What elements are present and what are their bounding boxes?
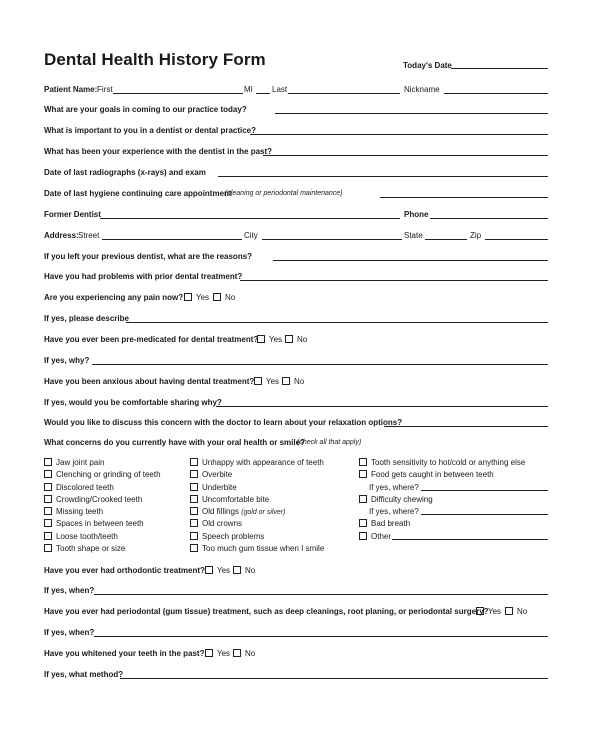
checkbox-icon	[44, 495, 52, 503]
state-field[interactable]	[425, 239, 467, 240]
checkbox-icon	[190, 519, 198, 527]
concern-option[interactable]	[359, 470, 494, 479]
todays-date-label: Today's Date	[403, 61, 452, 70]
comfortable-question: If yes, would you be comfortable sharing why?	[44, 398, 222, 407]
concern-option[interactable]	[190, 532, 264, 541]
concern-label: Other	[371, 532, 392, 541]
concern-label: Bad breath	[371, 519, 411, 528]
concerns-note: (check all that apply)	[297, 439, 362, 446]
yes-label: Yes	[196, 293, 210, 302]
checkbox-icon	[233, 649, 241, 657]
phone-label: Phone	[404, 210, 429, 219]
important-field[interactable]	[250, 134, 548, 135]
yes-label: Yes	[266, 377, 280, 386]
yes-label: Yes	[217, 566, 231, 575]
nickname-label: Nickname	[404, 85, 440, 94]
page-title: Dental Health History Form	[44, 50, 266, 69]
checkbox-icon	[190, 495, 198, 503]
checkbox-icon	[254, 377, 262, 385]
last-name-field[interactable]	[288, 93, 400, 94]
ortho-when-label: If yes, when?	[44, 586, 95, 595]
whitened-no-option[interactable]	[233, 649, 255, 658]
zip-label: Zip	[470, 231, 482, 240]
experience-question: What has been your experience with the dentist in the past?	[44, 147, 273, 156]
hygiene-note: (cleaning or periodontal maintenance)	[225, 190, 343, 197]
where-label: If yes, where?	[369, 483, 419, 492]
pain-describe-label: If yes, please describe	[44, 314, 129, 323]
no-label: No	[297, 335, 308, 344]
first-name-label: First	[97, 85, 113, 94]
former-dentist-field[interactable]	[100, 218, 400, 219]
checkbox-icon	[190, 470, 198, 478]
first-name-field[interactable]	[113, 93, 243, 94]
concern-label: Old crowns	[202, 519, 243, 528]
concern-option[interactable]	[44, 483, 114, 492]
concern-option[interactable]	[190, 507, 286, 516]
radiographs-question: Date of last radiographs (x-rays) and exam	[44, 168, 206, 177]
concern-label: Loose tooth/teeth	[56, 532, 118, 541]
perio-question: Have you ever had periodontal (gum tissue) treatment, such as deep cleanings, root planing, or periodontal surgery?	[44, 607, 489, 616]
checkbox-icon	[476, 607, 484, 615]
concern-option[interactable]	[190, 483, 237, 492]
goals-question: What are your goals in coming to our practice today?	[44, 105, 247, 114]
checkbox-icon	[285, 335, 293, 343]
concern-label: Underbite	[202, 483, 237, 492]
chewing-where-field[interactable]	[421, 514, 548, 515]
concern-option[interactable]	[44, 458, 104, 467]
nickname-field[interactable]	[444, 93, 548, 94]
checkbox-icon	[190, 458, 198, 466]
concern-label: Overbite	[202, 470, 233, 479]
no-label: No	[245, 649, 256, 658]
concern-label: Uncomfortable bite	[202, 495, 270, 504]
concerns-question: What concerns do you currently have with your oral health or smile?	[44, 438, 305, 447]
left-dentist-question: If you left your previous dentist, what are the reasons?	[44, 252, 253, 261]
street-label: Street	[78, 231, 100, 240]
mi-label: MI	[244, 85, 253, 94]
todays-date-field[interactable]	[451, 68, 548, 69]
discuss-field[interactable]	[384, 426, 548, 427]
checkbox-icon	[44, 544, 52, 552]
problems-field[interactable]	[240, 280, 548, 281]
concern-note: (gold or silver)	[241, 509, 286, 516]
pain-question: Are you experiencing any pain now?	[44, 293, 184, 302]
pain-yes-option[interactable]	[184, 293, 209, 302]
whitened-question: Have you whitened your teeth in the past?	[44, 649, 205, 658]
checkbox-icon	[359, 532, 367, 540]
patient-name-label: Patient Name:	[44, 85, 98, 94]
no-label: No	[517, 607, 528, 616]
checkbox-icon	[359, 519, 367, 527]
city-label: City	[244, 231, 258, 240]
mi-field[interactable]	[256, 93, 270, 94]
concern-option[interactable]	[44, 470, 161, 479]
address-label: Address:	[44, 231, 79, 240]
concern-label: Tooth shape or size	[56, 544, 126, 553]
checkbox-icon	[190, 532, 198, 540]
anxious-question: Have you been anxious about having dental treatment?	[44, 377, 255, 386]
checkbox-icon	[184, 293, 192, 301]
checkbox-icon	[44, 470, 52, 478]
no-label: No	[225, 293, 236, 302]
radiographs-field[interactable]	[218, 176, 548, 177]
yes-label: Yes	[488, 607, 502, 616]
checkbox-icon	[44, 519, 52, 527]
where-label: If yes, where?	[369, 507, 419, 516]
checkbox-icon	[257, 335, 265, 343]
concern-option[interactable]	[359, 458, 525, 467]
concern-option[interactable]	[44, 519, 144, 528]
pain-describe-field[interactable]	[126, 322, 548, 323]
pain-no-option[interactable]	[213, 293, 235, 302]
premed-no-option[interactable]	[285, 335, 307, 344]
city-field[interactable]	[262, 239, 402, 240]
checkbox-icon	[233, 566, 241, 574]
street-field[interactable]	[102, 239, 242, 240]
ortho-when-field[interactable]	[94, 594, 548, 595]
state-label: State	[404, 231, 423, 240]
checkbox-icon	[505, 607, 513, 615]
checkbox-icon	[44, 532, 52, 540]
ortho-question: Have you ever had orthodontic treatment?	[44, 566, 205, 575]
checkbox-icon	[44, 458, 52, 466]
left-dentist-field[interactable]	[273, 260, 548, 261]
ortho-no-option[interactable]	[233, 566, 255, 575]
important-question: What is important to you in a dentist or dental practice?	[44, 126, 257, 135]
concern-label: Old fillings	[202, 507, 239, 516]
premed-why-label: If yes, why?	[44, 356, 90, 365]
concern-option[interactable]	[44, 507, 103, 516]
concern-label: Speech problems	[202, 532, 265, 541]
checkbox-icon	[359, 470, 367, 478]
perio-no-option[interactable]	[505, 607, 527, 616]
last-name-label: Last	[272, 85, 288, 94]
no-label: No	[294, 377, 305, 386]
whiten-method-label: If yes, what method?	[44, 670, 124, 679]
whiten-method-field[interactable]	[120, 678, 548, 679]
goals-field[interactable]	[275, 113, 548, 114]
no-label: No	[245, 566, 256, 575]
ortho-yes-option[interactable]	[205, 566, 230, 575]
anxious-yes-option[interactable]	[254, 377, 279, 386]
checkbox-icon	[205, 649, 213, 657]
concern-label: Tooth sensitivity to hot/cold or anything else	[371, 458, 526, 467]
experience-field[interactable]	[263, 155, 548, 156]
premedicated-question: Have you ever been pre-medicated for dental treatment?	[44, 335, 259, 344]
concern-option[interactable]	[359, 495, 433, 504]
concern-label: Difficulty chewing	[371, 495, 433, 504]
checkbox-icon	[359, 458, 367, 466]
concern-option[interactable]	[44, 532, 118, 541]
checkbox-icon	[190, 544, 198, 552]
concern-option[interactable]	[190, 544, 324, 553]
concern-option[interactable]	[190, 470, 232, 479]
concern-option[interactable]	[190, 458, 324, 467]
concern-label: Clenching or grinding of teeth	[56, 470, 161, 479]
concern-option[interactable]	[359, 532, 391, 541]
checkbox-icon	[190, 483, 198, 491]
concern-option[interactable]	[190, 495, 269, 504]
checkbox-icon	[282, 377, 290, 385]
yes-label: Yes	[217, 649, 231, 658]
concern-option[interactable]	[359, 519, 410, 528]
checkbox-icon	[44, 483, 52, 491]
concern-label: Spaces in between teeth	[56, 519, 144, 528]
premed-why-field[interactable]	[92, 364, 548, 365]
comfortable-field[interactable]	[216, 406, 548, 407]
checkbox-icon	[213, 293, 221, 301]
problems-question: Have you had problems with prior dental treatment?	[44, 272, 243, 281]
other-field[interactable]	[392, 539, 548, 540]
discuss-question: Would you like to discuss this concern with the doctor to learn about your relaxation options?	[44, 418, 403, 427]
perio-yes-option[interactable]	[476, 607, 501, 616]
concern-label: Food gets caught in between teeth	[371, 470, 494, 479]
concern-option[interactable]	[190, 519, 242, 528]
perio-when-field[interactable]	[94, 636, 548, 637]
concern-label: Jaw joint pain	[56, 458, 105, 467]
concern-label: Unhappy with appearance of teeth	[202, 458, 324, 467]
concern-label: Discolored teeth	[56, 483, 114, 492]
anxious-no-option[interactable]	[282, 377, 304, 386]
food-where-field[interactable]	[421, 490, 548, 491]
concern-option[interactable]	[44, 544, 125, 553]
hygiene-question: Date of last hygiene continuing care appointment	[44, 189, 232, 198]
checkbox-icon	[44, 507, 52, 515]
concern-label: Missing teeth	[56, 507, 104, 516]
phone-field[interactable]	[430, 218, 548, 219]
concern-label: Crowding/Crooked teeth	[56, 495, 143, 504]
concern-option[interactable]	[44, 495, 142, 504]
checkbox-icon	[190, 507, 198, 515]
checkbox-icon	[359, 495, 367, 503]
perio-when-label: If yes, when?	[44, 628, 95, 637]
yes-label: Yes	[269, 335, 283, 344]
whitened-yes-option[interactable]	[205, 649, 230, 658]
former-dentist-label: Former Dentist	[44, 210, 101, 219]
zip-field[interactable]	[485, 239, 548, 240]
concern-label: Too much gum tissue when I smile	[202, 544, 325, 553]
hygiene-field[interactable]	[380, 197, 548, 198]
premed-yes-option[interactable]	[257, 335, 282, 344]
checkbox-icon	[205, 566, 213, 574]
